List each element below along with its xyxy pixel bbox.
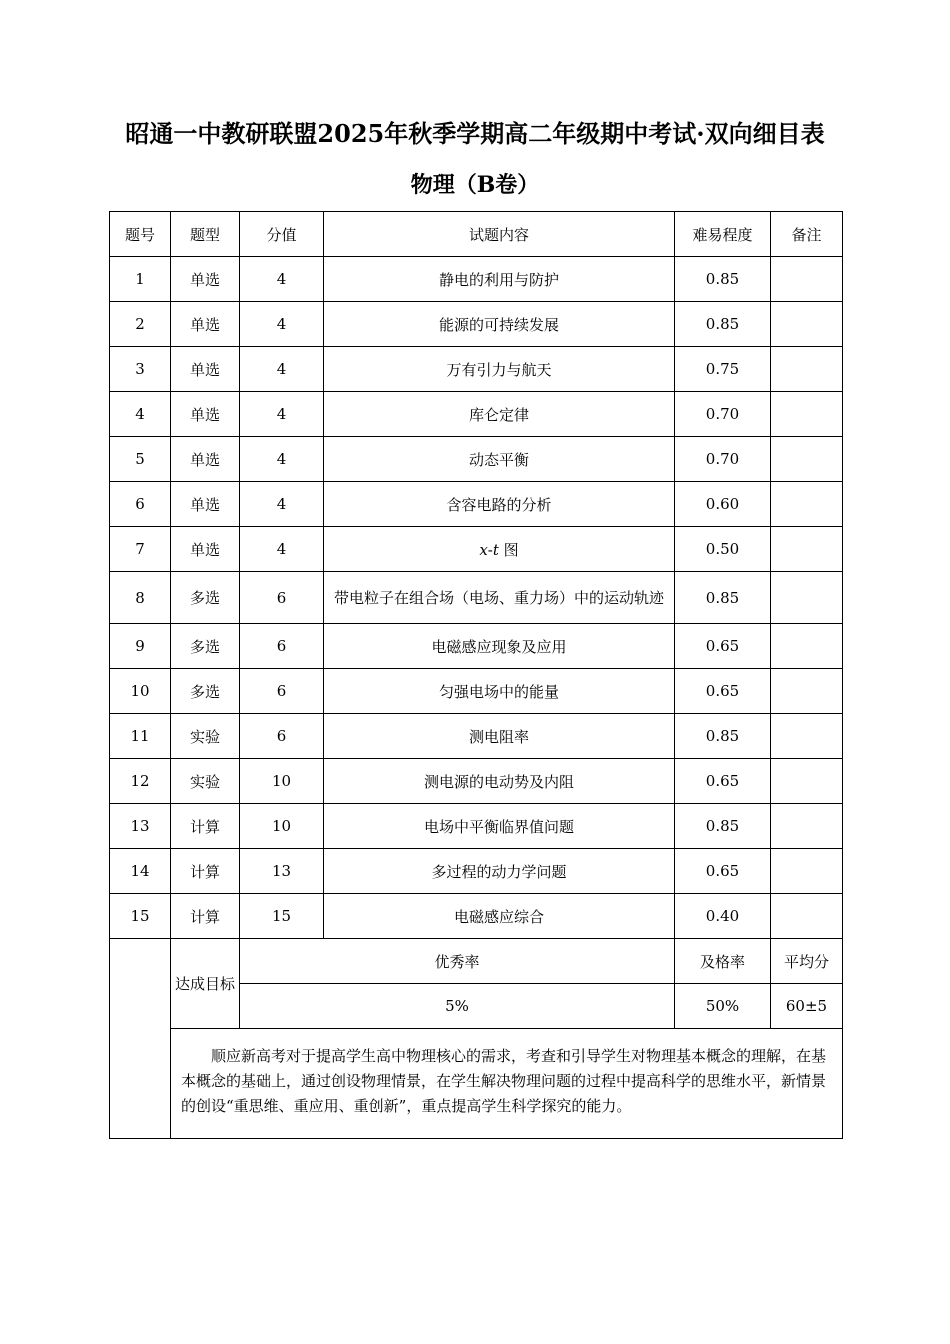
goal-average-label: 平均分 <box>771 939 843 984</box>
table-row <box>110 437 843 482</box>
cell-no: 15 <box>110 894 171 939</box>
table-row <box>110 347 843 392</box>
header-no: 题号 <box>110 212 171 257</box>
cell-score: 4 <box>240 527 324 572</box>
cell-no: 12 <box>110 759 171 804</box>
goal-excellent-value: 5% <box>240 984 675 1029</box>
cell-no: 3 <box>110 347 171 392</box>
cell-difficulty: 0.40 <box>675 894 771 939</box>
goal-left-blank <box>110 939 171 1139</box>
cell-difficulty: 0.65 <box>675 669 771 714</box>
cell-no: 14 <box>110 849 171 894</box>
document-title: 昭通一中教研联盟2025年秋季学期高二年级期中考试·双向细目表 <box>125 119 825 148</box>
table-row <box>110 714 843 759</box>
goal-label: 达成目标 <box>171 939 240 1029</box>
cell-score: 10 <box>240 759 324 804</box>
cell-difficulty: 0.65 <box>675 759 771 804</box>
cell-remark <box>771 482 843 527</box>
xt-dash: - <box>487 540 493 559</box>
cell-type: 多选 <box>171 669 240 714</box>
cell-difficulty: 0.70 <box>675 437 771 482</box>
table-row <box>110 572 843 624</box>
cell-type: 单选 <box>171 347 240 392</box>
table-header-row <box>110 212 843 257</box>
cell-remark <box>771 714 843 759</box>
cell-score: 6 <box>240 624 324 669</box>
document-subtitle: 物理（B卷） <box>410 172 540 198</box>
cell-no: 13 <box>110 804 171 849</box>
cell-score: 10 <box>240 804 324 849</box>
table-row <box>110 257 843 302</box>
cell-difficulty: 0.65 <box>675 624 771 669</box>
header-type: 题型 <box>171 212 240 257</box>
cell-no: 9 <box>110 624 171 669</box>
cell-difficulty: 0.75 <box>675 347 771 392</box>
cell-score: 6 <box>240 572 324 624</box>
cell-difficulty: 0.70 <box>675 392 771 437</box>
cell-score: 6 <box>240 714 324 759</box>
cell-difficulty: 0.85 <box>675 804 771 849</box>
cell-content: 万有引力与航天 <box>324 347 675 392</box>
cell-remark <box>771 347 843 392</box>
cell-difficulty: 0.85 <box>675 572 771 624</box>
table-row <box>110 482 843 527</box>
xt-t-symbol: t <box>492 540 499 559</box>
cell-no: 8 <box>110 572 171 624</box>
cell-score: 6 <box>240 669 324 714</box>
cell-content: 电磁感应现象及应用 <box>324 624 675 669</box>
cell-no: 11 <box>110 714 171 759</box>
goal-pass-label: 及格率 <box>675 939 771 984</box>
cell-score: 4 <box>240 257 324 302</box>
goal-excellent-label: 优秀率 <box>240 939 675 984</box>
cell-score: 15 <box>240 894 324 939</box>
cell-no: 5 <box>110 437 171 482</box>
cell-type: 单选 <box>171 392 240 437</box>
table-row <box>110 669 843 714</box>
xt-graph-word: 图 <box>498 540 519 559</box>
description-row <box>110 1029 843 1139</box>
table-row <box>110 849 843 894</box>
goal-pass-value: 50% <box>675 984 771 1029</box>
cell-no: 6 <box>110 482 171 527</box>
cell-difficulty: 0.85 <box>675 302 771 347</box>
cell-difficulty: 0.85 <box>675 714 771 759</box>
cell-score: 4 <box>240 482 324 527</box>
cell-difficulty: 0.85 <box>675 257 771 302</box>
cell-remark <box>771 624 843 669</box>
cell-remark <box>771 392 843 437</box>
cell-score: 4 <box>240 392 324 437</box>
cell-type: 单选 <box>171 482 240 527</box>
cell-type: 单选 <box>171 437 240 482</box>
cell-remark <box>771 669 843 714</box>
spec-table <box>109 211 843 1139</box>
cell-type: 实验 <box>171 759 240 804</box>
cell-no: 4 <box>110 392 171 437</box>
table-row <box>110 527 843 572</box>
cell-no: 2 <box>110 302 171 347</box>
cell-content: 含容电路的分析 <box>324 482 675 527</box>
cell-type: 单选 <box>171 302 240 347</box>
cell-no: 1 <box>110 257 171 302</box>
cell-content: 测电源的电动势及内阻 <box>324 759 675 804</box>
table-row <box>110 804 843 849</box>
cell-content: 库仑定律 <box>324 392 675 437</box>
cell-remark <box>771 572 843 624</box>
cell-content: 静电的利用与防护 <box>324 257 675 302</box>
cell-no: 10 <box>110 669 171 714</box>
cell-score: 4 <box>240 347 324 392</box>
header-remark: 备注 <box>771 212 843 257</box>
goal-average-value: 60±5 <box>771 984 843 1029</box>
cell-remark <box>771 437 843 482</box>
cell-remark <box>771 527 843 572</box>
cell-type: 单选 <box>171 257 240 302</box>
cell-content: 动态平衡 <box>324 437 675 482</box>
cell-difficulty: 0.60 <box>675 482 771 527</box>
cell-score: 4 <box>240 302 324 347</box>
cell-content: 电场中平衡临界值问题 <box>324 804 675 849</box>
cell-type: 实验 <box>171 714 240 759</box>
cell-type: 单选 <box>171 527 240 572</box>
description-text: 顺应新高考对于提高学生高中物理核心的需求，考查和引导学生对物理基本概念的理解，在基本概念的基础上，通过创设物理情景，在学生解决物理问题的过程中提高科学的思维水平，新情景的创设“重思维、重应用、重创新”，重点提高学生科学探究的能力。 <box>171 1029 843 1139</box>
cell-content <box>324 572 675 624</box>
table-row <box>110 624 843 669</box>
cell-score: 13 <box>240 849 324 894</box>
cell-content-text: 带电粒子在组合场（电场、重力场）中的运动轨迹 <box>333 588 664 607</box>
cell-type: 计算 <box>171 894 240 939</box>
cell-remark <box>771 759 843 804</box>
cell-type: 计算 <box>171 849 240 894</box>
cell-score: 4 <box>240 437 324 482</box>
cell-difficulty: 0.65 <box>675 849 771 894</box>
cell-content: 测电阻率 <box>324 714 675 759</box>
cell-content: 电磁感应综合 <box>324 894 675 939</box>
cell-content: 能源的可持续发展 <box>324 302 675 347</box>
cell-type: 多选 <box>171 624 240 669</box>
table-row <box>110 302 843 347</box>
xt-x-symbol: x <box>479 540 488 559</box>
cell-difficulty: 0.50 <box>675 527 771 572</box>
header-difficulty: 难易程度 <box>675 212 771 257</box>
cell-content: 匀强电场中的能量 <box>324 669 675 714</box>
table-row <box>110 894 843 939</box>
cell-content <box>324 527 675 572</box>
header-score: 分值 <box>240 212 324 257</box>
table-row <box>110 759 843 804</box>
cell-remark <box>771 849 843 894</box>
cell-type: 计算 <box>171 804 240 849</box>
goal-header-row <box>110 939 843 984</box>
cell-remark <box>771 257 843 302</box>
cell-type: 多选 <box>171 572 240 624</box>
cell-remark <box>771 894 843 939</box>
table-row <box>110 392 843 437</box>
cell-no: 7 <box>110 527 171 572</box>
cell-remark <box>771 302 843 347</box>
header-content: 试题内容 <box>324 212 675 257</box>
cell-content: 多过程的动力学问题 <box>324 849 675 894</box>
cell-remark <box>771 804 843 849</box>
